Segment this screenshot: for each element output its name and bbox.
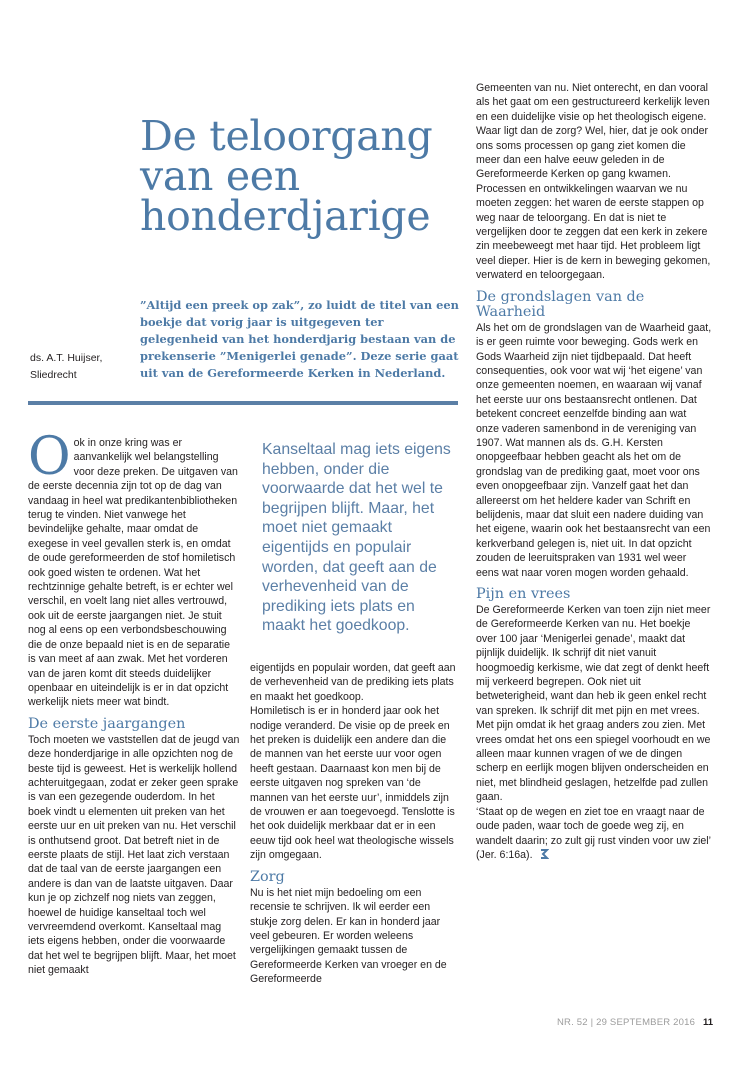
col1-paragraph-1: ok in onze kring was er aanvankelijk wel belangstelling voor deze preken. De uitgaven van de eerste decennia zijn tot op de dag van vandaag in heel wat predikantenbibliotheken terug te vinden. Niet vanwege het bevindelijke gehalte, maar omdat de exegese in veel gevallen sterk is, en omdat de oude gereformeerden de stof homiletisch ook goed wisten te ordenen. Wat het rechtzinnige gehalte betreft, is er echter wel verschil, en voelt lang niet alles vertrouwd, ook uit de eerste jaargangen niet. Je stuit nog al eens op een verbondsbeschouwing die de onze bepaald niet is en de separatie is van meet af aan zwak. Met het vorderen van de jaren komt dit steeds duidelijker openbaar en uiteindelijk is er in dat opzicht werkelijk niets meer wat bindt. [28,437,238,709]
col2-paragraph-2: Homiletisch is er in honderd jaar ook het nodige veranderd. De visie op de preek en het preken is duidelijk een andere dan die de mannen van het eerste uur voor ogen heeft gestaan. Daarnaast kon men bij de eerste uitgaven nog spreken van ‘de mannen van het eerste uur’, inmiddels zijn de vrouwen er aan toegevoegd. Tenslotte is het ook duidelijk merkbaar dat er in een eeuw tijd ook heel wat theologische wissels zijn omgegaan. [250,705,455,862]
author-byline [30,350,130,384]
end-mark-icon [539,849,549,859]
drop-cap: O [28,427,71,487]
col3-paragraph-2: Als het om de grondslagen van de Waarheid gaat, is er geen ruimte voor beweging. Gods werk en Gods Waarheid zijn niet tijdbepaald. Dat heeft consequenties, ook voor wat wij ‘het eigene’ van onze gemeenten noemen, en waaraan wij vanaf het eerste uur ons bestaansrecht ontlenen. Dat betekent concreet eenzelfde binding aan wat onze vaderen samenbond in de vereniging van 1907. Wat mannen als ds. G.H. Kersten onopgeefbaar hebben geacht als het om de grondslag van de prediking gaat, moet voor ons even onopgeefbaar zijn. Vanzelf gaat het dan allereerst om het heldere kader van Schrift en belijdenis, maar dat sluit een nadere duiding van het eigene, waarin ook het bestaansrecht van een kerkverband gelegen is, niet uit. In dat opzicht zouden de leeruitspraken van 1931 wel weer eens wat naar voren mogen worden gehaald. [476,321,712,579]
heading-grondslagen: De grondslagen van de Waarheid [476,288,645,320]
title-line-2: van een [140,152,300,200]
col3-paragraph-4 [476,805,712,863]
intro-text: ”Altijd een preek op zak”, zo luidt de titel van een boekje dat vorig jaar is uitgegeven ter gelegenheid van het honderdjarig bestaan van de prekenserie ”Menigerlei genade”. Deze serie gaat uit van de Gereformeerde Kerken in Nederland. [140,298,459,380]
column-1 [28,427,240,978]
col3-paragraph-1: Gemeenten van nu. Niet onterecht, en dan vooral als het gaat om een gestructureerd kerkelijk leven en een duidelijke visie op het theologisch eigene. Waar ligt dan de zorg? Wel, hier, dat je ook onder ons soms processen op gang ziet komen die meer dan een halve eeuw geleden in de Gereformeerde Kerken op gang kwamen. Processen en ontwikkelingen waarvan we nu moeten zeggen: het waren de eerste stappen op weg naar de teloorgang. En dat is niet te vergelijken door te zeggen dat een kerk in zekere zin meebeweegt met haar tijd. Het probleem ligt veel dieper. Hier is de kern in beweging gekomen, verwaterd en teloorgegaan. [476,82,711,282]
col3-paragraph-3: De Gereformeerde Kerken van toen zijn niet meer de Gereformeerde Kerken van nu. Het boekje over 100 jaar ‘Menigerlei genade’, maakt dat pijnlijk duidelijk. Ik schrijf dit niet vanuit hoogmoedig kerkisme, wie dat zegt of denkt heeft mij verkeerd begrepen. Ook niet uit betweterigheid, want dan heb ik geen enkel recht van spreken. Ik schrijf dit met pijn en met vrees. Met pijn omdat ik het graag anders zou zien. Met vrees omdat het ons een spiegel voorhoudt en we alleen maar kunnen vragen of we de dingen scherp en eerlijk mogen blijven onderscheiden en niet, met blindheid geslagen, hetzelfde pad zullen gaan. [476,604,711,804]
author-name: ds. A.T. Huijser, [30,352,103,364]
author-place: Sliedrecht [30,369,77,381]
header-divider [28,401,458,405]
article-title [140,112,460,240]
page-number: 11 [703,1017,714,1028]
heading-zorg: Zorg [250,868,285,885]
heading-pijn-en-vrees: Pijn en vrees [476,586,571,602]
title-line-1: De teloorgang [140,112,433,160]
col2-paragraph-3: Nu is het niet mijn bedoeling om een recensie te schrijven. Ik wil eerder een stukje zorg delen. Er kan in honderd jaar veel gebeuren. Er worden weleens vergelijkingen gemaakt tussen de Gereformeerde Kerken van vroeger en de Gereformeerde [250,886,447,986]
title-line-3: honderdjarige [140,192,431,240]
col2-paragraph-1: eigentijds en populair worden, dat geeft aan de verhevenheid van de prediking iets plats en maakt het goedkoop. [250,662,456,703]
col1-paragraph-2: Toch moeten we vaststellen dat de jeugd van deze honderdjarige in alle opzichten nog de beste tijd is geweest. Het is werkelijk hollend achteruitgegaan, zodat er zeker geen sprake is van een gezegende ouderdom. In het boek vindt u elementen uit preken van het eerste uur en uit preken van nu. Het verschil is onthutsend groot. Dat betreft niet in de eerste plaats de stijl. Het laat zich verstaan dat de taal van de eerste jaargangen een andere is dan van de laatste uitgaven. Daar kun je op zichzelf nog niets van zeggen, hoewel de huidige kanseltaal toch wel vervreemdend overkomt. Kanseltaal mag iets eigens hebben, onder die voorwaarde dat het wel te begrijpen blijft. Maar, het moet niet gemaakt [28,733,240,977]
pull-quote: Kanseltaal mag iets eigens hebben, onder die voorwaarde dat het wel te begrijpen blijft. Maar, het moet niet gemaakt eigentijds en populair worden, dat geeft aan de verhevenheid van de prediking iets plats en maakt het goedkoop. [262,441,451,635]
heading-eerste-jaargangen: De eerste jaargangen [28,715,186,732]
column-3 [476,81,712,862]
column-2 [250,661,457,987]
issue-info: NR. 52 | 29 SEPTEMBER 2016 [557,1017,696,1028]
closing-quote: ‘Staat op de wegen en ziet toe en vraagt naar de oude paden, waar toch de goede weg zij, en wandelt daarin; zo zult gij rust vinden voor uw ziel’ (Jer. 6:16a). [476,805,711,861]
